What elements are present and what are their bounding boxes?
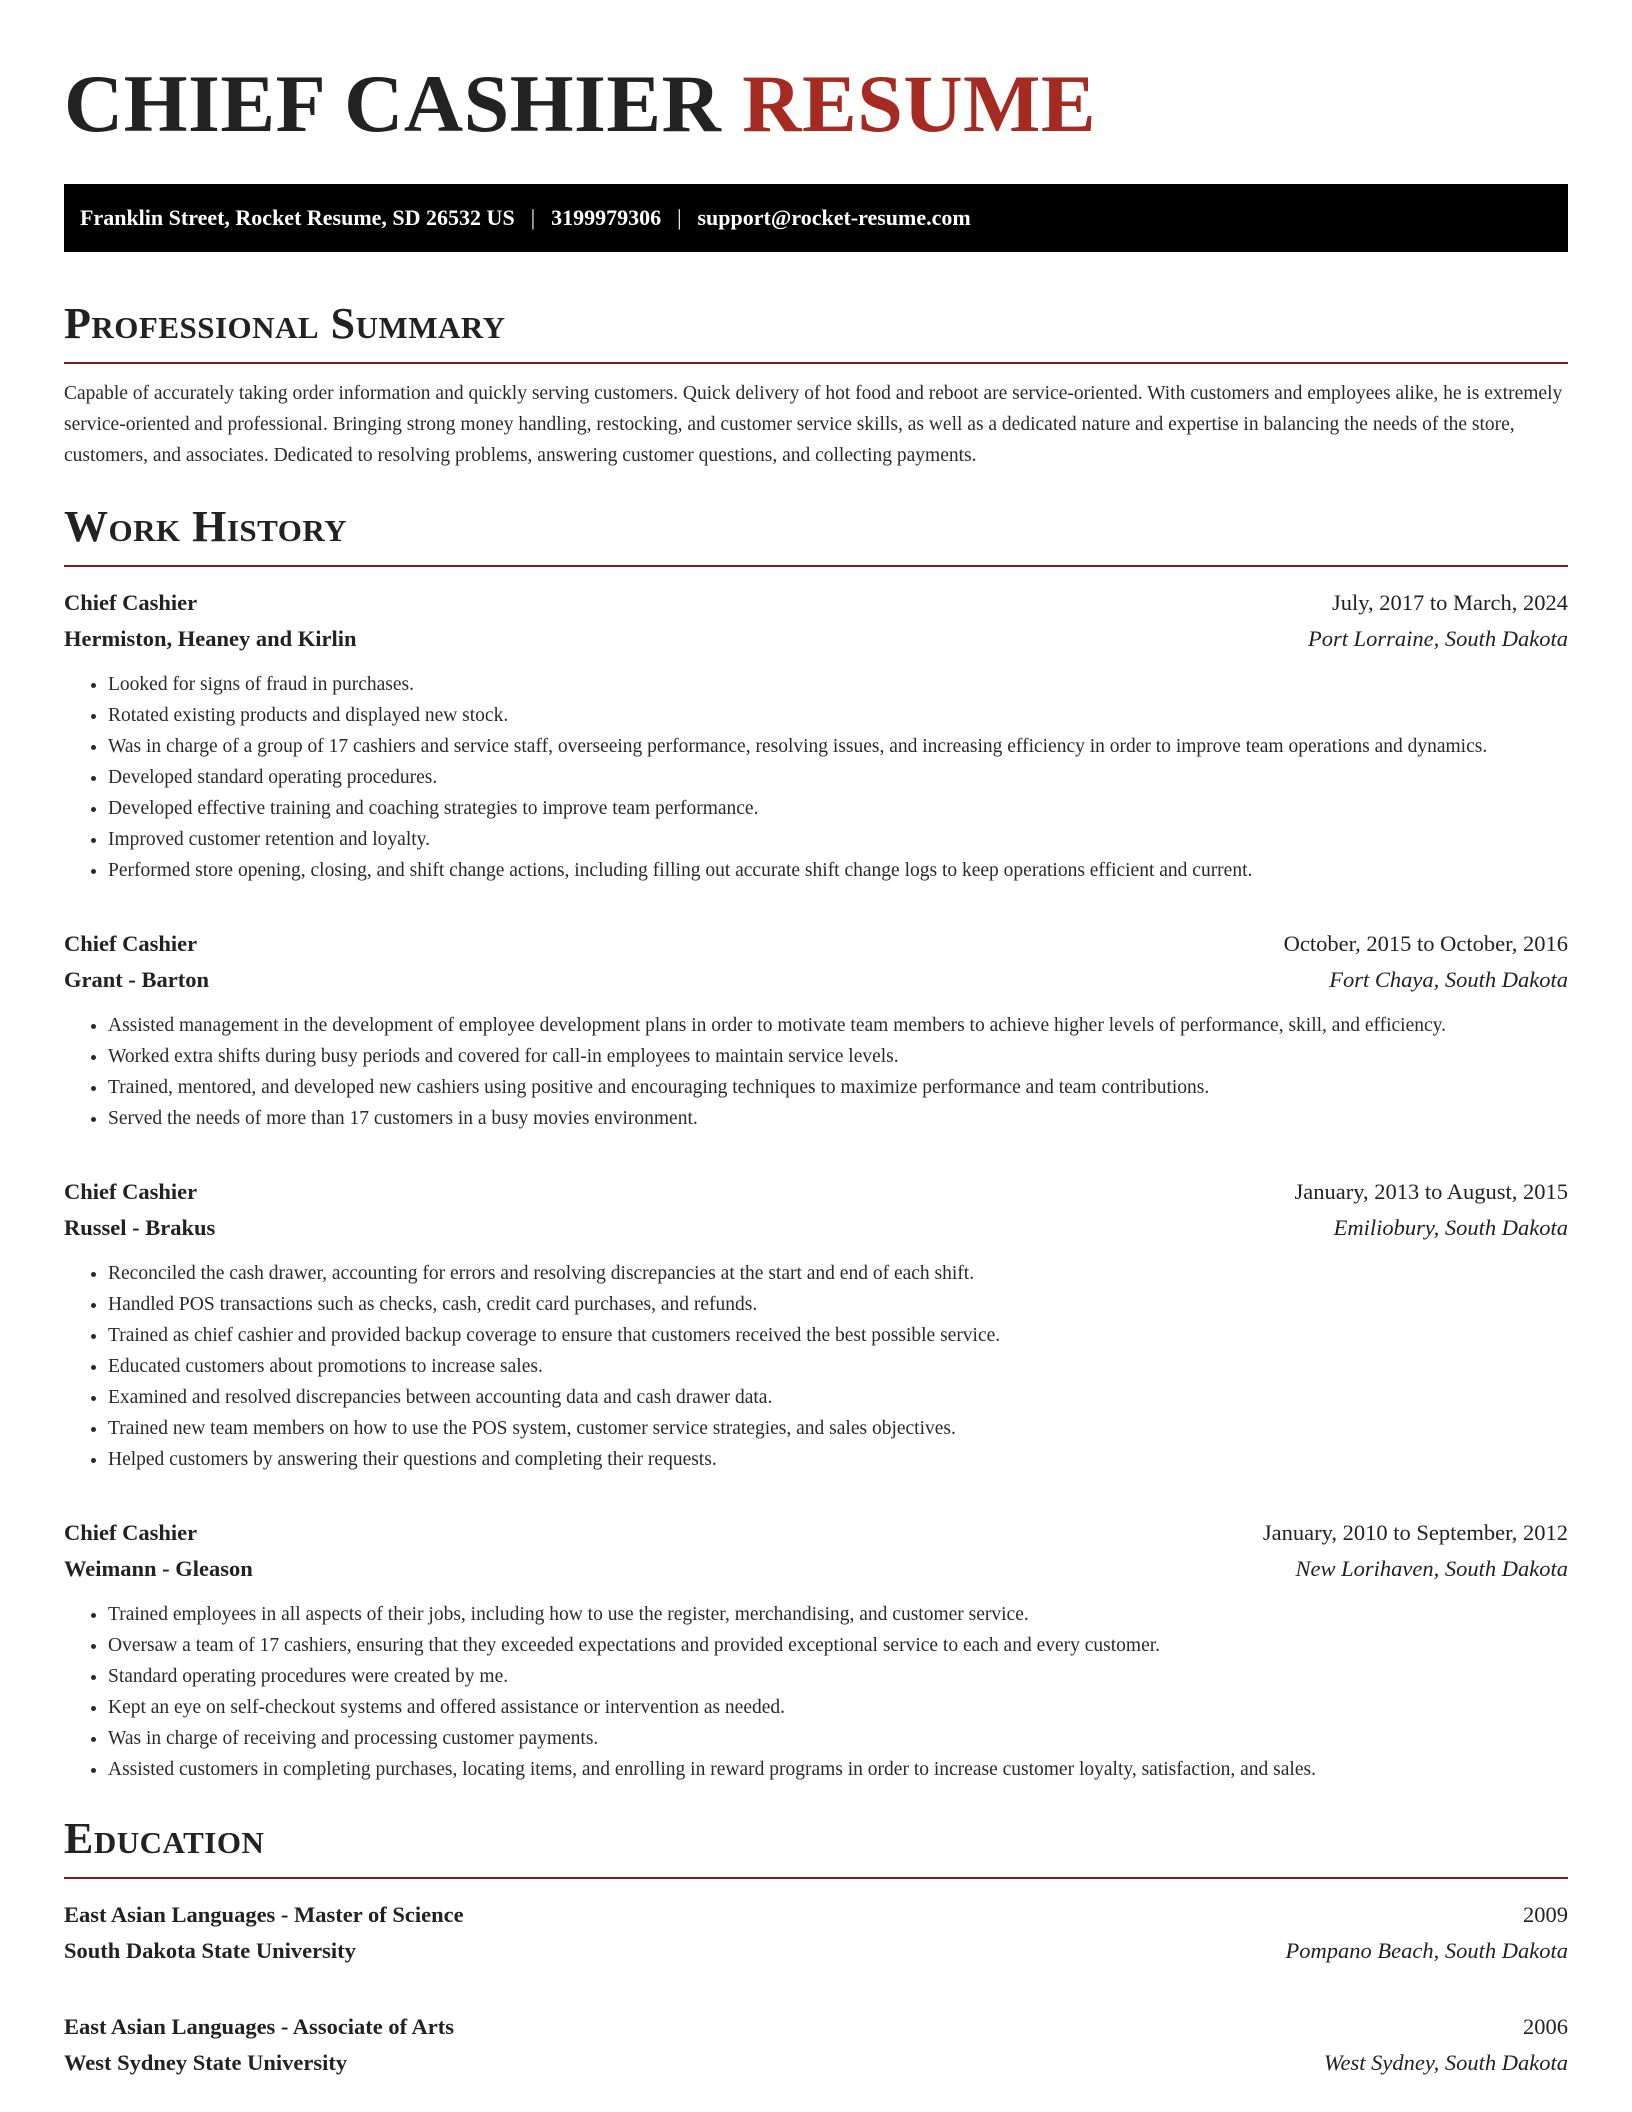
job-title: Chief Cashier: [64, 1520, 198, 1545]
list-item: • Was in charge of receiving and processing customer payments.: [108, 1723, 1568, 1754]
job-entry: [64, 926, 1568, 1134]
section-divider: [64, 362, 1568, 364]
list-item: • Trained as chief cashier and provided backup coverage to ensure that customers received the best possible service.: [108, 1320, 1568, 1351]
job-location: Port Lorraine, South Dakota: [1307, 626, 1568, 651]
education-location: Pompano Beach, South Dakota: [1285, 1938, 1568, 1963]
job-bullets: [64, 1599, 1568, 1785]
job-dates: October, 2015 to October, 2016: [1283, 931, 1568, 956]
page-title: [64, 56, 1568, 152]
job-location: Emiliobury, South Dakota: [1333, 1215, 1568, 1240]
job-company: Russel - Brakus: [64, 1215, 216, 1240]
list-item: • Handled POS transactions such as checks, cash, credit card purchases, and refunds.: [108, 1289, 1568, 1320]
education-degree: East Asian Languages - Master of Science: [64, 1902, 464, 1927]
education-degree: East Asian Languages - Associate of Arts: [64, 2014, 455, 2039]
list-item: • Assisted customers in completing purchases, locating items, and enrolling in reward programs in order to increase customer loyalty, satisfaction, and sales.: [108, 1754, 1568, 1785]
job-company: Grant - Barton: [64, 967, 209, 992]
job-dates: January, 2013 to August, 2015: [1294, 1179, 1568, 1204]
education-entry: [64, 2009, 1568, 2081]
education-heading: Education: [64, 1814, 265, 1863]
job-entry: [64, 585, 1568, 886]
education-year: 2006: [1523, 2014, 1568, 2039]
list-item: • Rotated existing products and displayed new stock.: [108, 700, 1568, 731]
list-item: • Performed store opening, closing, and shift change actions, including filling out accurate shift change logs to keep operations efficient and current.: [108, 855, 1568, 886]
education-year: 2009: [1523, 1902, 1568, 1927]
job-bullets: [64, 1258, 1568, 1475]
list-item: • Improved customer retention and loyalty.: [108, 824, 1568, 855]
job-entry: [64, 1174, 1568, 1475]
work-history-section: [64, 501, 1568, 1785]
list-item: • Developed standard operating procedures.: [108, 762, 1568, 793]
job-dates: January, 2010 to September, 2012: [1262, 1520, 1568, 1545]
job-location: New Lorihaven, South Dakota: [1295, 1556, 1568, 1581]
list-item: • Worked extra shifts during busy periods and covered for call-in employees to maintain service levels.: [108, 1041, 1568, 1072]
list-item: • Examined and resolved discrepancies between accounting data and cash drawer data.: [108, 1382, 1568, 1413]
summary-text: Capable of accurately taking order information and quickly serving customers. Quick delivery of hot food and reboot are service-oriented. With customers and employees alike, he is extremely service-oriented and professional. Bringing strong money handling, restocking, and customer service skills, as well as a dedicated nature and expertise in balancing the needs of the store, customers, and associates. Dedicated to resolving problems, answering customer questions, and collecting payments.: [64, 383, 1563, 466]
job-entry: [64, 1515, 1568, 1785]
list-item: • Standard operating procedures were created by me.: [108, 1661, 1568, 1692]
title-main: CHIEF CASHIER: [64, 58, 722, 149]
section-divider: [64, 565, 1568, 567]
list-item: • Reconciled the cash drawer, accounting for errors and resolving discrepancies at the start and end of each shift.: [108, 1258, 1568, 1289]
list-item: • Assisted management in the development of employee development plans in order to motivate team members to achieve higher levels of performance, skill, and efficiency.: [108, 1010, 1568, 1041]
work-history-heading: Work History: [64, 502, 348, 551]
education-section: [64, 1813, 1568, 2081]
list-item: • Trained new team members on how to use the POS system, customer service strategies, and sales objectives.: [108, 1413, 1568, 1444]
job-company: Hermiston, Heaney and Kirlin: [64, 626, 357, 651]
job-company: Weimann - Gleason: [64, 1556, 253, 1581]
job-bullets: [64, 669, 1568, 886]
job-title: Chief Cashier: [64, 1179, 198, 1204]
list-item: • Was in charge of a group of 17 cashiers and service staff, overseeing performance, resolving issues, and increasing efficiency in order to improve team operations and dynamics.: [108, 731, 1568, 762]
job-title: Chief Cashier: [64, 931, 198, 956]
education-school: West Sydney State University: [64, 2050, 348, 2075]
summary-section: [64, 298, 1568, 471]
section-divider: [64, 1877, 1568, 1879]
list-item: • Looked for signs of fraud in purchases.: [108, 669, 1568, 700]
list-item: • Trained employees in all aspects of their jobs, including how to use the register, merchandising, and customer service.: [108, 1599, 1568, 1630]
list-item: • Trained, mentored, and developed new cashiers using positive and encouraging techniques to maximize performance and team contributions.: [108, 1072, 1568, 1103]
education-entry: [64, 1897, 1568, 1969]
list-item: • Developed effective training and coaching strategies to improve team performance.: [108, 793, 1568, 824]
contact-separator: |: [677, 205, 682, 230]
list-item: • Served the needs of more than 17 customers in a busy movies environment.: [108, 1103, 1568, 1134]
job-title: Chief Cashier: [64, 590, 198, 615]
list-item: • Educated customers about promotions to increase sales.: [108, 1351, 1568, 1382]
title-accent: RESUME: [742, 58, 1097, 149]
contact-bar: [64, 184, 1568, 252]
contact-separator: |: [530, 205, 536, 230]
contact-phone: 3199979306: [551, 205, 662, 230]
job-dates: July, 2017 to March, 2024: [1331, 590, 1568, 615]
job-location: Fort Chaya, South Dakota: [1329, 967, 1568, 992]
contact-address: Franklin Street, Rocket Resume, SD 26532 US: [80, 205, 515, 230]
summary-heading: Professional Summary: [64, 299, 506, 348]
list-item: • Kept an eye on self-checkout systems and offered assistance or intervention as needed.: [108, 1692, 1568, 1723]
job-bullets: [64, 1010, 1568, 1134]
education-location: West Sydney, South Dakota: [1323, 2050, 1568, 2075]
education-school: South Dakota State University: [64, 1938, 356, 1963]
contact-email: support@rocket-resume.com: [697, 205, 971, 230]
list-item: • Helped customers by answering their questions and completing their requests.: [108, 1444, 1568, 1475]
list-item: • Oversaw a team of 17 cashiers, ensuring that they exceeded expectations and provided exceptional service to each and every customer.: [108, 1630, 1568, 1661]
